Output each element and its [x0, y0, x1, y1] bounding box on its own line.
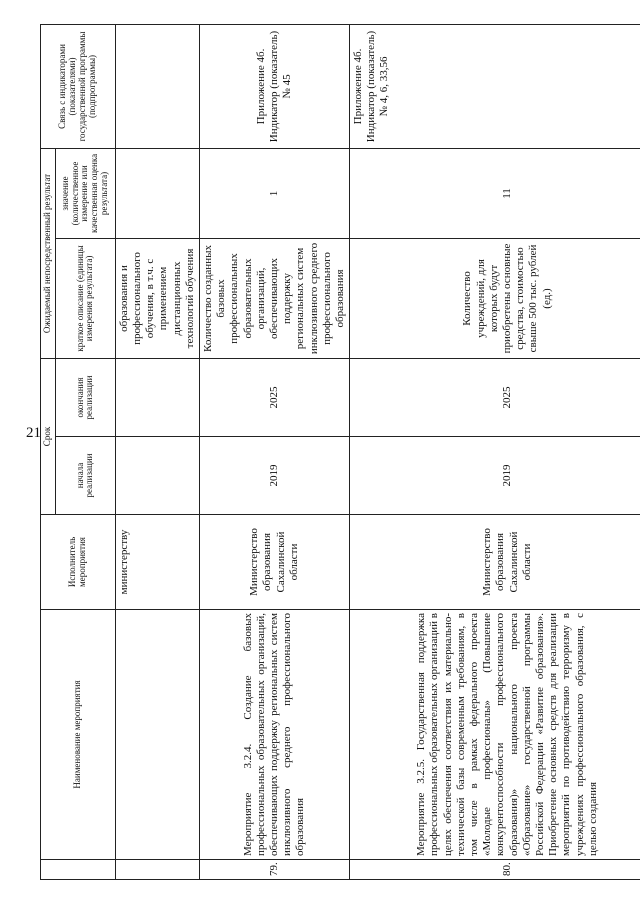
row-name: Мероприятие 3.2.5. Государственная поддержка профессиональных образовательных организаций в целях обеспечения соответствия их материально-технической базы современным требованиям, в том числе в рамках федерального проекта «Молодые профессионалы» (Повышение конкурентоспособности профессионального образования)» национального проекта «Образование» государственной программы Российской Федерации «Развитие образования». Приобретение основных средств для реализации мероприятий по противодействию терроризму в учреждениях профессионального образования, с целью создания — [350, 610, 640, 860]
header-value: значение (количественное измерение или качественная оценка результата) — [55, 148, 115, 238]
carry-over-row — [115, 24, 199, 879]
header-term: Срок — [41, 358, 56, 514]
row-start: 2019 — [350, 437, 640, 515]
table-row — [200, 24, 350, 879]
table-row — [350, 24, 640, 879]
row-executor: Министерство образования Сахалинской области — [200, 515, 350, 610]
row-start: 2019 — [200, 437, 350, 515]
header-link: Связь с индикаторами (показателями) государственной программы (подпрограммы) — [41, 24, 116, 148]
header-result: Ожидаемый непосредственный результат — [41, 148, 56, 358]
header-description: краткое описание (единицы измерения результата) — [55, 238, 115, 358]
header-name: Наименование мероприятия — [41, 610, 116, 860]
row-end: 2025 — [350, 358, 640, 436]
row-link: Приложение 4б. Индикатор (показатель) № 45 — [200, 24, 350, 148]
carry-description: образования и профессионального обучения, в т.ч. с применением дистанционных технологий обучения — [115, 238, 199, 358]
row-description: Количество созданных базовых профессиональных образовательных организаций, обеспечивающих поддержку региональных систем инклюзивного среднего профессионального образования — [200, 238, 350, 358]
header-executor: Исполнитель мероприятия — [41, 515, 116, 610]
row-number: 80. — [350, 860, 640, 880]
row-link: Приложение 4б. Индикатор (показатель) № 4, 6, 33,56 — [350, 24, 640, 148]
row-number: 79. — [200, 860, 350, 880]
carry-executor: министерству — [115, 515, 199, 610]
page-number: 21 — [26, 425, 41, 441]
header-row-1 — [41, 24, 56, 879]
header-start: начала реализации — [55, 437, 115, 515]
row-description: Количество учреждений, для которых будут приобретены основные средства, стоимостью свыше 500 тыс. рублей (ед.) — [350, 238, 640, 358]
row-executor: Министерство образования Сахалинской области — [350, 515, 640, 610]
row-value: 11 — [350, 148, 640, 238]
rotated-table-container — [40, 25, 640, 880]
header-end: окончания реализации — [55, 358, 115, 436]
header-num-cell — [41, 860, 116, 880]
row-end: 2025 — [200, 358, 350, 436]
row-value: 1 — [200, 148, 350, 238]
measures-table — [40, 24, 640, 880]
row-name: Мероприятие 3.2.4. Создание базовых профессиональных образовательных организаций, обеспечивающих поддержку региональных систем инклюзивного среднего профессионального образования — [200, 610, 350, 860]
